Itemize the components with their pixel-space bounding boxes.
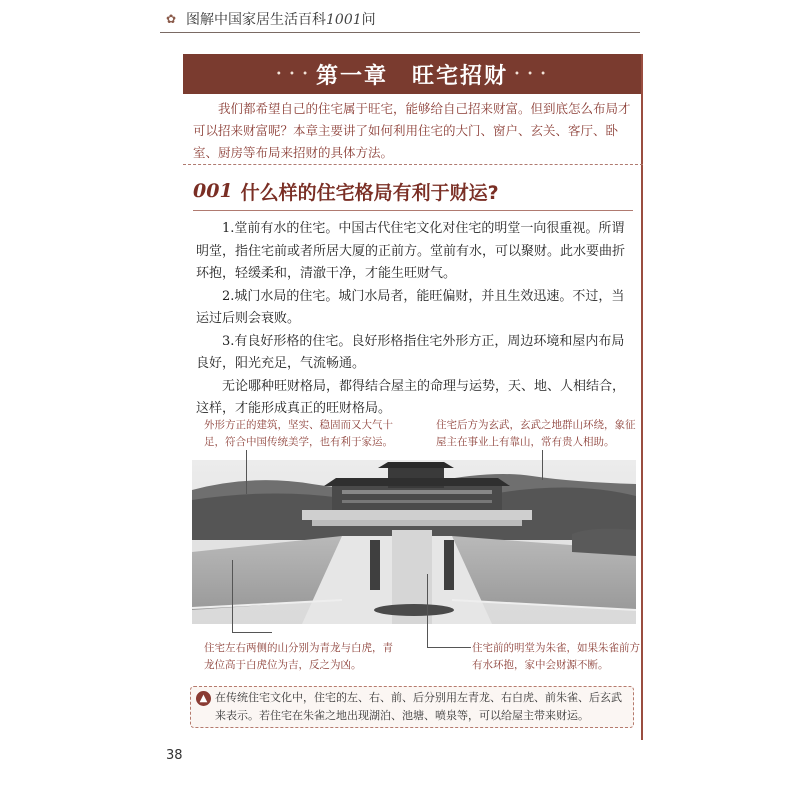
leader-line-top-right [542,450,543,480]
lotus-ornament-icon: ✿ [165,12,177,26]
leader-line-bottom-left-v [232,560,233,632]
tip-box [190,686,634,728]
body-paragraph-2: 2.城门水局的住宅。城门水局者，能旺偏财，并且生效迅速。不过，当运过后则会衰败。 [196,288,625,326]
palace-photo [192,460,636,624]
annotation-top-left: 外形方正的建筑，坚实、稳固而又大气十足，符合中国传统美学，也有利于家运。 [204,419,393,448]
leader-line-bottom-right-h [427,647,471,648]
banner-dots-right: • • • [514,68,549,80]
chapter-intro: 我们都希望自己的住宅属于旺宅，能够给自己招来财富。但到底怎么布局才可以招来财富呢？本章主要讲了如何利用住宅的大门、窗户、玄关、客厅、卧室、厨房等布局来招财的具体方法。 [193,101,631,160]
annotation-top-right: 住宅后方为玄武，玄武之地群山环绕，象征屋主在事业上有靠山，常有贵人相助。 [436,419,636,448]
chapter-banner [183,54,641,94]
intro-divider [183,164,643,166]
up-arrow-icon: ▲ [196,691,211,706]
running-header [160,6,640,32]
annotation-bottom-right: 住宅前的明堂为朱雀，如果朱雀前方有水环抱，家中会财源不断。 [472,642,640,671]
chapter-title: 第一章 旺宅招财 [315,63,508,89]
header-rule [160,32,640,33]
palace-illustration [192,460,636,624]
annotation-bottom-left: 住宅左右两侧的山分别为青龙与白虎，青龙位高于白虎位为吉，反之为凶。 [204,642,393,671]
question-title: 什么样的住宅格局有利于财运? [240,181,499,204]
leader-line-top-left [246,450,247,494]
question-number: 001 [193,180,233,202]
body-paragraph-4: 无论哪种旺财格局，都得结合屋主的命理与运势，天、地、人相结合，这样，才能形成真正的旺财格局。 [196,378,626,416]
question-rule [193,210,633,211]
page-number: 38 [166,748,183,763]
tip-text: 在传统住宅文化中，住宅的左、右、前、后分别用左青龙、右白虎、前朱雀、后玄武来表示。若住宅在朱雀之地出现湖泊、池塘、喷泉等，可以给屋主带来财运。 [215,691,622,722]
body-paragraph-1: 1.堂前有水的住宅。中国古代住宅文化对住宅的明堂一向很重视。所谓明堂，指住宅前或者所居大厦的正前方。堂前有水，可以聚财。此水要曲折环抱，轻缓柔和，清澈干净，才能生旺财气。 [196,221,626,281]
book-title: 图解中国家居生活百科1001问 [186,12,376,28]
leader-line-bottom-left-h [232,632,272,633]
leader-line-bottom-right-v [427,574,428,648]
body-paragraph-3: 3.有良好形格的住宅。良好形格指住宅外形方正，周边环境和屋内布局良好，阳光充足，气流畅通。 [196,333,625,371]
question-heading [193,176,633,206]
banner-dots-left: • • • [275,68,310,80]
body-text [196,218,632,421]
